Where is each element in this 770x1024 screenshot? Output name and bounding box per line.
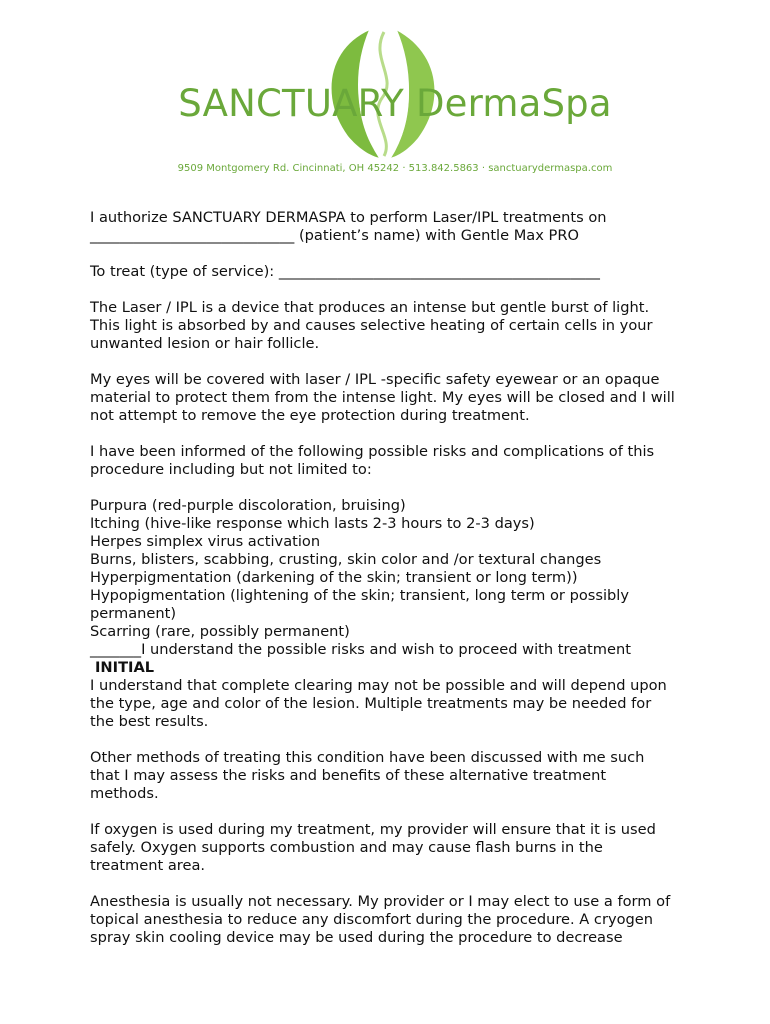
informed-paragraph: I have been informed of the following possible risks and complications of this procedure including but not limited to:	[90, 443, 655, 478]
authorize-paragraph	[90, 209, 715, 245]
eyes-paragraph: My eyes will be covered with laser / IPL -specific safety eyewear or an opaque material to protect them from the intense light. My eyes will be closed and I will not attempt to remove the eye protection during treatment.	[90, 371, 675, 424]
authorize-line-1: I authorize SANCTUARY DERMASPA to perform Laser/IPL treatments on	[90, 209, 607, 226]
oxygen-paragraph: If oxygen is used during my treatment, my provider will ensure that it is used safely. Oxygen supports combustion and may cause flash burns in the treatment area.	[90, 821, 656, 874]
risk-item: Purpura (red-purple discoloration, bruising)	[90, 497, 406, 514]
letterhead	[0, 0, 770, 190]
understand-initial-line[interactable]: _______I understand the possible risks and wish to proceed with treatment	[90, 641, 631, 658]
risk-item: Scarring (rare, possibly permanent)	[90, 623, 350, 640]
initial-label: INITIAL	[95, 659, 155, 676]
other-methods-paragraph: Other methods of treating this condition have been discussed with me such that I may assess the risks and benefits of these alternative treatment methods.	[90, 749, 645, 802]
address-line: 9509 Montgomery Rd. Cincinnati, OH 45242 · 513.842.5863 · sanctuarydermaspa.com	[177, 163, 613, 174]
consent-body	[90, 209, 715, 965]
risk-item: Hypopigmentation (lightening of the skin; transient, long term or possibly permanent)	[90, 587, 629, 622]
treat-line: To treat (type of service): ____________________________________________	[90, 263, 600, 280]
risk-item: Itching (hive-like response which lasts 2-3 hours to 2-3 days)	[90, 515, 535, 532]
anesthesia-paragraph: Anesthesia is usually not necessary. My provider or I may elect to use a form of topical anesthesia to reduce any discomfort during the procedure. A cryogen spray skin cooling device may be used during the procedure to decrease	[90, 893, 671, 946]
clearing-paragraph: I understand that complete clearing may not be possible and will depend upon the type, age and color of the lesion. Multiple treatments may be needed for the best results.	[90, 677, 667, 730]
risk-item: Hyperpigmentation (darkening of the skin; transient or long term))	[90, 569, 578, 586]
device-paragraph: The Laser / IPL is a device that produces an intense but gentle burst of light. This light is absorbed by and causes selective heating of certain cells in your unwanted lesion or hair follicle.	[90, 299, 653, 352]
risk-list	[90, 497, 715, 641]
authorize-line-2: ____________________________ (patient’s name) with Gentle Max PRO	[90, 227, 579, 244]
risk-item: Burns, blisters, scabbing, crusting, skin color and /or textural changes	[90, 551, 602, 568]
brand-name: SANCTUARY DermaSpa	[178, 82, 612, 125]
risk-item: Herpes simplex virus activation	[90, 533, 321, 550]
